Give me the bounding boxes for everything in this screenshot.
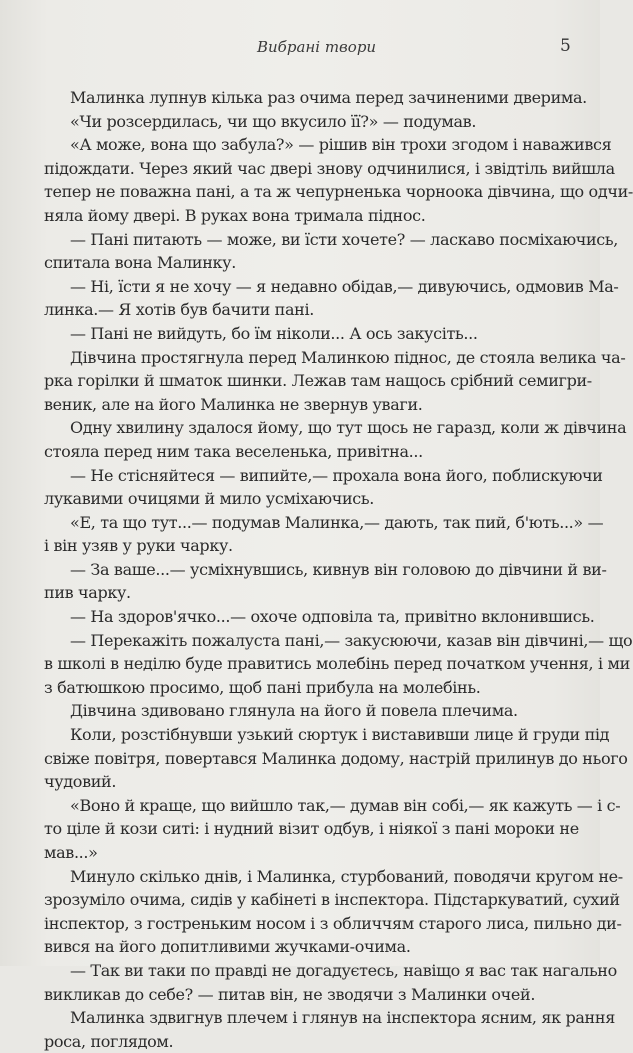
text-line: Малинка здвигнув плечем і глянув на інспектора ясним, як рання — [70, 1008, 615, 1028]
text-line: в школі в неділю буде правитись молебінь перед початком учення, і ми — [44, 654, 630, 674]
running-title: Вибрані твори — [257, 38, 377, 56]
text-line: чудовий. — [44, 772, 117, 792]
text-line: Дівчина простягнула перед Малинкою піднос, де стояла велика ча- — [70, 347, 626, 367]
text-line: стояла перед ним така веселенька, привітна... — [44, 441, 423, 461]
text-line: «Е, та що тут...— подумав Малинка,— дають, так пий, б'ють...» — — [70, 512, 604, 532]
text-line: то ціле й кози ситі: і нудний візит одбув, і ніякої з пані мороки не — [44, 819, 579, 839]
text-line: — Перекажіть пожалуста пані,— закусюючи, казав він дівчині,— що — [70, 630, 633, 650]
text-line: свіже повітря, повертався Малинка додому, настрій прилинув до нього — [44, 748, 628, 768]
text-line: — Пані не вийдуть, бо їм ніколи... А ось закусіть... — [70, 323, 478, 343]
page-number: 5 — [560, 36, 571, 56]
running-header — [0, 38, 600, 64]
text-line: зрозуміло очима, сидів у кабінеті в інспектора. Підстаркуватий, сухий — [44, 890, 620, 910]
text-line: — Так ви таки по правді не догадуєтесь, навіщо я вас так нагально — [70, 960, 617, 980]
text-line: Минуло скілько днів, і Малинка, стурбований, поводячи кругом не- — [70, 866, 623, 886]
text-line: спитала вона Малинку. — [44, 253, 236, 273]
text-line: няла йому двері. В руках вона тримала піднос. — [44, 205, 426, 225]
text-line: мав...» — [44, 843, 98, 862]
text-line: вився на його допитливими жучками-очима. — [44, 937, 411, 957]
text-line: линка.— Я хотів був бачити пані. — [44, 300, 314, 320]
body-text — [44, 86, 633, 1053]
text-line: — На здоров'ячко...— охоче одповіла та, привітно вклонившись. — [70, 607, 595, 627]
text-line: інспектор, з гостреньким носом і з обличчям старого лиса, пильно ди- — [44, 913, 622, 933]
text-line: «Воно й краще, що вийшло так,— думав він собі,— як кажуть — і с- — [70, 795, 621, 815]
text-line: лукавими очицями й мило усміхаючись. — [44, 489, 375, 509]
text-line: викликав до себе? — питав він, не зводячи з Малинки очей. — [44, 984, 536, 1004]
text-line: і він узяв у руки чарку. — [44, 536, 233, 556]
text-line: тепер не поважна пані, а та ж чепурненька чорноока дівчина, що одчи- — [44, 182, 633, 202]
text-line: Коли, розстібнувши узький сюртук і виставивши лице й груди під — [70, 725, 610, 745]
text-line: веник, але на його Малинка не звернув уваги. — [44, 394, 423, 414]
text-line: — Ні, їсти я не хочу — я недавно обідав,— дивуючись, одмовив Ма- — [70, 276, 619, 296]
text-line: Дівчина здивовано глянула на його й повела плечима. — [70, 701, 518, 721]
text-line: Одну хвилину здалося йому, що тут щось не гаразд, коли ж дівчина — [70, 418, 627, 438]
text-line: підождати. Через який час двері знову одчинилися, і звідтіль вийшла — [44, 158, 615, 178]
text-line: «Чи розсердилась, чи що вкусило її?» — подумав. — [70, 111, 477, 131]
text-line: пив чарку. — [44, 583, 131, 603]
text-line: — Не стісняйтеся — випийте,— прохала вона його, поблискуючи — [70, 465, 603, 485]
text-line: Малинка лупнув кілька раз очима перед зачиненими дверима. — [70, 88, 587, 107]
text-line: — Пані питають — може, ви їсти хочете? — ласкаво посміхаючись, — [70, 229, 619, 249]
text-line: — За ваше...— усміхнувшись, кивнув він головою до дівчини й ви- — [70, 559, 607, 579]
text-line: роса, поглядом. — [44, 1031, 174, 1051]
text-line: рка горілки й шматок шинки. Лежав там нащось срібний семигри- — [44, 371, 592, 391]
text-line: «А може, вона що забула?» — рішив він трохи згодом і наважився — [70, 135, 612, 155]
text-line: з батюшкою просимо, щоб пані прибула на молебінь. — [44, 677, 481, 697]
